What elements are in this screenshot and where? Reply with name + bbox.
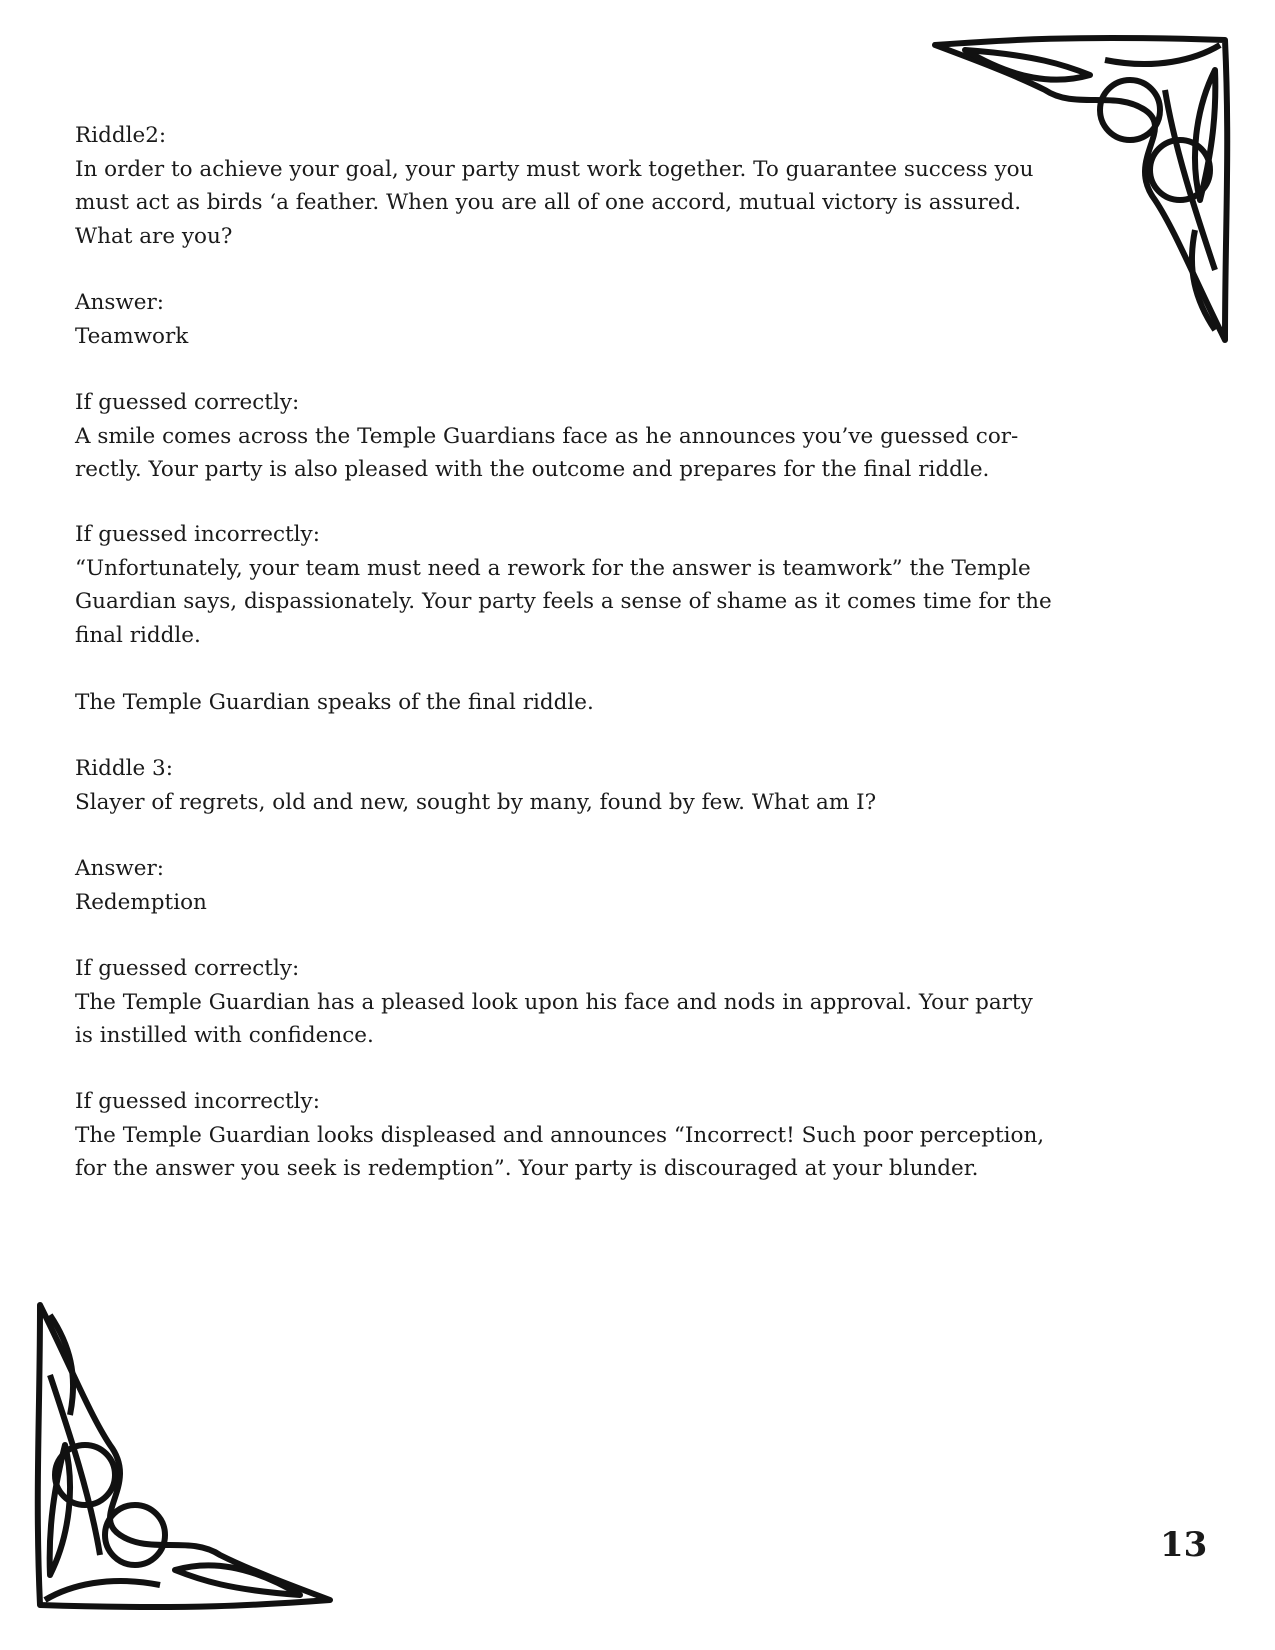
riddle3-answer bbox=[75, 852, 207, 919]
riddle3-correct bbox=[75, 952, 1033, 1053]
transition-paragraph bbox=[75, 686, 594, 720]
riddle3-label: Riddle 3: bbox=[75, 756, 173, 781]
transition-text: The Temple Guardian speaks of the final riddle. bbox=[75, 690, 594, 715]
riddle2-text-line: In order to achieve your goal, your party must work together. To guarantee success you bbox=[75, 156, 1034, 182]
riddle3-incorrect bbox=[75, 1085, 1044, 1186]
answer-label: Answer: bbox=[75, 856, 165, 881]
riddle3-text-line: Slayer of regrets, old and new, sought by many, found by few. What am I? bbox=[75, 789, 877, 815]
riddle2-text-line: What are you? bbox=[75, 223, 233, 249]
celtic-corner-bottom-left-icon bbox=[20, 1295, 340, 1615]
incorrect-label: If guessed incorrectly: bbox=[75, 1089, 320, 1114]
riddle2-text-line: must act as birds ‘a feather. When you are all of one accord, mutual victory is assured. bbox=[75, 190, 1022, 215]
answer-label: Answer: bbox=[75, 290, 165, 315]
riddle2-section bbox=[75, 119, 1033, 253]
riddle3-section bbox=[75, 752, 876, 819]
incorrect-label: If guessed incorrectly: bbox=[75, 522, 320, 547]
page-number: 13 bbox=[1160, 1525, 1208, 1565]
correct-label: If guessed correctly: bbox=[75, 956, 300, 981]
correct-label: If guessed correctly: bbox=[75, 390, 300, 415]
riddle2-correct bbox=[75, 386, 1018, 487]
answer-value: Redemption bbox=[75, 889, 207, 915]
answer-value: Teamwork bbox=[75, 323, 189, 349]
incorrect-text-line: Guardian says, dispassionately. Your party feels a sense of shame as it comes time for the bbox=[75, 589, 1052, 614]
riddle2-incorrect bbox=[75, 518, 1052, 652]
correct-text-line: The Temple Guardian has a pleased look upon his face and nods in approval. Your party bbox=[75, 989, 1033, 1015]
incorrect-text-line: “Unfortunately, your team must need a rework for the answer is teamwork” the Temple bbox=[75, 555, 1031, 581]
correct-text-line: is instilled with confidence. bbox=[75, 1023, 374, 1048]
incorrect-text-line: for the answer you seek is redemption”. Your party is discouraged at your blunder. bbox=[75, 1156, 979, 1181]
correct-text-line: A smile comes across the Temple Guardians face as he announces you’ve guessed cor- bbox=[75, 423, 1019, 449]
riddle2-answer bbox=[75, 286, 188, 353]
correct-text-line: rectly. Your party is also pleased with the outcome and prepares for the final riddle. bbox=[75, 457, 990, 482]
incorrect-text-line: The Temple Guardian looks displeased and announces “Incorrect! Such poor perception, bbox=[75, 1122, 1045, 1148]
riddle2-label: Riddle2: bbox=[75, 123, 167, 148]
incorrect-text-line: final riddle. bbox=[75, 622, 201, 648]
